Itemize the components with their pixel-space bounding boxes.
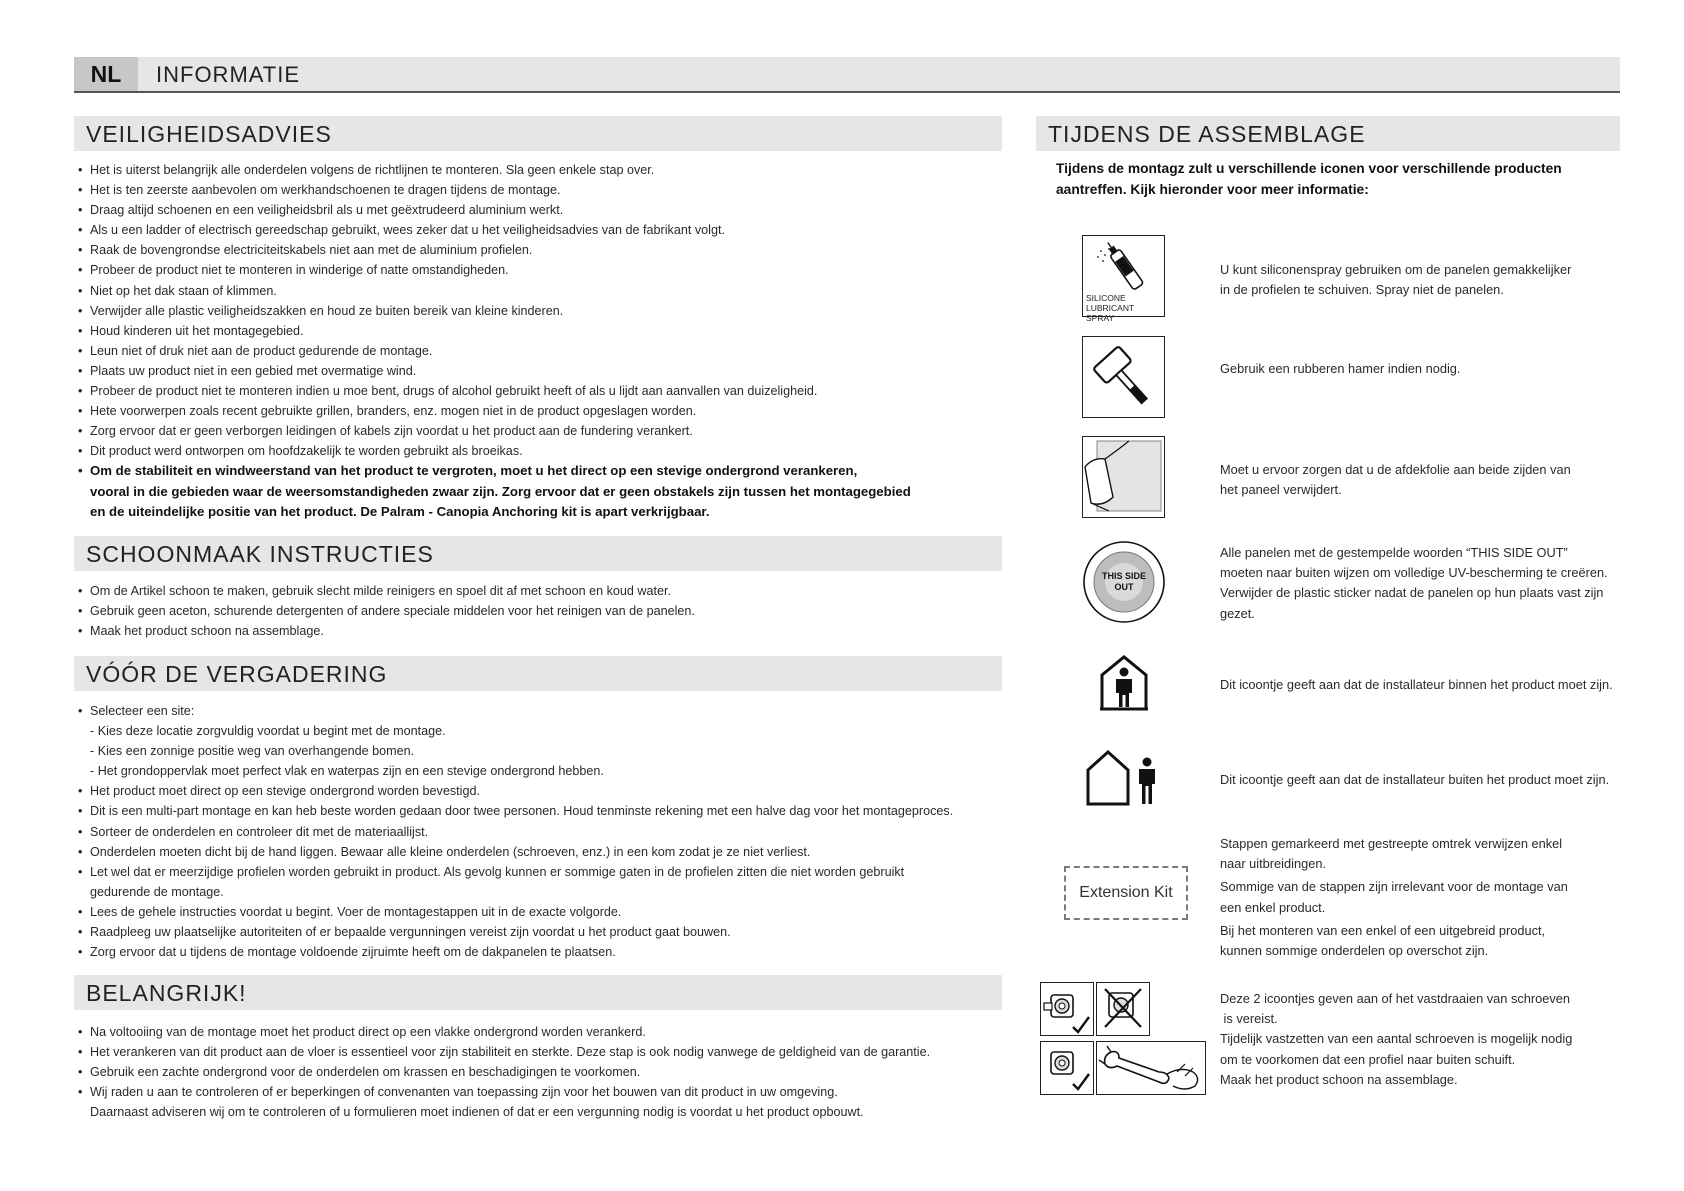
- list-item: • Dit is een multi-part montage en kan heb beste worden gedaan door twee personen. Houd tenminste rekening met een halve dag voor het montageproces.: [76, 801, 953, 821]
- anchoring-note-line: vooral in die gebieden waar de weersomstandigheden zwaar zijn. Zorg ervoor dat er geen obstakels zijn tussen het montagegebied: [90, 483, 911, 499]
- section-title-assemblage: TIJDENS DE ASSEMBLAGE: [1036, 116, 1620, 151]
- list-item: • Lees de gehele instructies voordat u begint. Voer de montagestappen uit in de exacte volgorde.: [76, 902, 953, 922]
- description-line: Deze 2 icoontjes geven aan of het vastdraaien van schroeven: [1220, 991, 1571, 1006]
- screws-description: [1220, 989, 1620, 1090]
- installer-inside-icon: [1098, 655, 1150, 711]
- intro-line: Tijdens de montagz zult u verschillende iconen voor verschillende producten: [1056, 161, 1562, 176]
- list-item: • Zorg ervoor dat u tijdens de montage voldoende zijruimte heeft om de dakpanelen te plaatsen.: [76, 942, 953, 962]
- list-item: • Het product moet direct op een stevige ondergrond worden bevestigd.: [76, 781, 953, 801]
- list-subitem: - Het grondoppervlak moet perfect vlak en waterpas zijn en een stevige ondergrond hebben.: [90, 764, 604, 779]
- spray-description: [1220, 260, 1620, 300]
- screw-tighten-icon: [1040, 982, 1094, 1036]
- outside-description: [1220, 770, 1620, 790]
- description-line: het paneel verwijdert.: [1220, 482, 1342, 498]
- wrench-icon: [1096, 1041, 1206, 1095]
- list-item-continuation: gedurende de montage.: [90, 884, 224, 899]
- list-subitem: - Kies een zonnige positie weg van overhangende bomen.: [90, 744, 415, 759]
- this-side-out-label: OUT: [1114, 582, 1134, 592]
- this-side-out-icon: [1082, 540, 1166, 624]
- list-item: • Leun niet of druk niet aan de product gedurende de montage.: [76, 341, 911, 361]
- section-title-veiligheid: VEILIGHEIDSADVIES: [74, 116, 1002, 151]
- list-item: • Na voltooiing van de montage moet het product direct op een vlakke ondergrond worden verankerd.: [76, 1022, 930, 1042]
- remove-foil-icon: [1082, 436, 1165, 518]
- description-line: Bij het monteren van een enkel of een uitgebreid product,: [1220, 922, 1546, 938]
- description-line: naar uitbreidingen.: [1220, 856, 1327, 872]
- description-line: Alle panelen met de gestempelde woorden “THIS SIDE OUT”: [1220, 545, 1568, 560]
- description-line: Gebruik een rubberen hamer indien nodig.: [1220, 361, 1461, 376]
- description-line: moeten naar buiten wijzen om volledige UV-bescherming te creëren.: [1220, 565, 1608, 581]
- list-item: • Houd kinderen uit het montagegebied.: [76, 321, 911, 341]
- hammer-description: [1220, 359, 1620, 379]
- silicone-label: LUBRICANT SPRAY: [1086, 303, 1135, 323]
- list-item: • Niet op het dak staan of klimmen.: [76, 281, 911, 301]
- list-item: • Selecteer een site:: [76, 701, 953, 721]
- list-item: • Raak de bovengrondse electriciteitskabels niet aan met de aluminium profielen.: [76, 240, 911, 260]
- description-line: Maak het product schoon na assemblage.: [1220, 1071, 1458, 1087]
- belangrijk-list: [76, 1022, 930, 1122]
- description-line: een enkel product.: [1220, 899, 1326, 915]
- side-out-description: [1220, 543, 1620, 624]
- list-item: • Gebruik een zachte ondergrond voor de onderdelen om krassen en beschadigingen te voorkomen.: [76, 1062, 930, 1082]
- list-item: • Zorg ervoor dat er geen verborgen leidingen of kabels zijn voordat u het product aan de fundering verankert.: [76, 421, 911, 441]
- list-item: • Dit product werd ontworpen om hoofdzakelijk te worden gebruikt als broeikas.: [76, 441, 911, 461]
- list-item: • Maak het product schoon na assemblage.: [76, 621, 695, 641]
- silicone-spray-icon: [1082, 235, 1165, 323]
- description-line: is vereist.: [1220, 1011, 1278, 1027]
- description-line: Tijdelijk vastzetten van een aantal schroeven is mogelijk nodig: [1220, 1031, 1573, 1047]
- description-line: in de profielen te schuiven. Spray niet de panelen.: [1220, 282, 1504, 298]
- assemblage-intro: [1056, 159, 1586, 200]
- description-line: om te voorkomen dat een profiel naar buiten schuift.: [1220, 1051, 1516, 1067]
- description-line: Sommige van de stappen zijn irrelevant voor de montage van: [1220, 879, 1568, 895]
- list-item: • Probeer de product niet te monteren indien u moe bent, drugs of alcohol gebruikt heeft of als u lijdt aan aanvallen van duizeligheid.: [76, 381, 911, 401]
- list-item: • Wij raden u aan te controleren of er beperkingen of convenanten van toepassing zijn voor het bouwen van dit product in uw omgeving.: [76, 1082, 930, 1102]
- extension-kit-badge: Extension Kit: [1064, 866, 1188, 920]
- installer-outside-icon: [1084, 748, 1164, 806]
- list-item: • Om de Artikel schoon te maken, gebruik slecht milde reinigers en spoel dit af met schoon en koud water.: [76, 581, 695, 601]
- section-title-vergadering: VÓÓR DE VERGADERING: [74, 656, 1002, 691]
- page-header: [74, 57, 1620, 93]
- this-side-out-label: THIS SIDE: [1101, 571, 1146, 581]
- anchoring-note-line: • Om de stabiliteit en windweerstand van het product te vergroten, moet u het direct op een stevige ondergrond verankeren,: [76, 461, 911, 481]
- page-title: INFORMATIE: [156, 62, 301, 87]
- rubber-hammer-icon: [1082, 336, 1165, 418]
- extension-description: [1220, 834, 1620, 961]
- list-item: • Hete voorwerpen zoals recent gebruikte grillen, branders, enz. mogen niet in de product opgeslagen worden.: [76, 401, 911, 421]
- list-item: • Het is ten zeerste aanbevolen om werkhandschoenen te dragen tijdens de montage.: [76, 180, 911, 200]
- screw-do-not-tighten-icon: [1096, 982, 1150, 1036]
- list-item: • Als u een ladder of electrisch gereedschap gebruikt, wees zeker dat u het veiligheidsadvies van de fabrikant volgt.: [76, 220, 911, 240]
- list-item: • Het is uiterst belangrijk alle onderdelen volgens de richtlijnen te monteren. Sla geen enkele stap over.: [76, 160, 911, 180]
- list-item: • Gebruik geen aceton, schurende detergenten of andere speciale middelen voor het reinigen van de panelen.: [76, 601, 695, 621]
- veiligheid-list: [76, 160, 911, 522]
- silicone-label: SILICONE: [1086, 293, 1126, 303]
- description-line: Moet u ervoor zorgen dat u de afdekfolie aan beide zijden van: [1220, 462, 1571, 477]
- list-item: • Probeer de product niet te monteren in winderige of natte omstandigheden.: [76, 260, 911, 280]
- list-item: • Raadpleeg uw plaatselijke autoriteiten of er bepaalde vergunningen vereist zijn voordat u het product gaat bouwen.: [76, 922, 953, 942]
- description-line: U kunt siliconenspray gebruiken om de panelen gemakkelijker: [1220, 262, 1572, 277]
- list-item: • Sorteer de onderdelen en controleer dit met de materiaallijst.: [76, 822, 953, 842]
- inside-description: [1220, 675, 1620, 695]
- description-line: kunnen sommige onderdelen op overschot zijn.: [1220, 943, 1489, 959]
- description-line: Dit icoontje geeft aan dat de installateur buiten het product moet zijn.: [1220, 772, 1610, 787]
- list-item-continuation: Daarnaast adviseren wij om te controleren of u formulieren moet indienen of dat er een vergunning nodig is voordat u het product opbouwt.: [90, 1105, 864, 1120]
- screw-temporary-icon: [1040, 1041, 1094, 1095]
- schoonmaak-list: [76, 581, 695, 641]
- list-item: • Plaats uw product niet in een gebied met overmatige wind.: [76, 361, 911, 381]
- description-line: gezet.: [1220, 605, 1255, 621]
- description-line: Dit icoontje geeft aan dat de installateur binnen het product moet zijn.: [1220, 677, 1613, 692]
- language-badge: NL: [74, 57, 138, 91]
- list-item: • Let wel dat er meerzijdige profielen worden gebruikt in product. Als gevolg kunnen er sommige gaten in de profielen zitten die niet worden gebruikt: [76, 862, 953, 882]
- intro-line: aantreffen. Kijk hieronder voor meer informatie:: [1056, 181, 1369, 197]
- section-title-schoonmaak: SCHOONMAAK INSTRUCTIES: [74, 536, 1002, 571]
- anchoring-note-line: en de uiteindelijke positie van het product. De Palram - Canopia Anchoring kit is apart verkrijgbaar.: [90, 503, 710, 519]
- foil-description: [1220, 460, 1620, 500]
- section-title-belangrijk: BELANGRIJK!: [74, 975, 1002, 1010]
- vergadering-list: [76, 701, 953, 962]
- list-item: • Onderdelen moeten dicht bij de hand liggen. Bewaar alle kleine onderdelen (schroeven, enz.) in een kom zodat je ze niet verliest.: [76, 842, 953, 862]
- list-item: • Het verankeren van dit product aan de vloer is essentieel voor zijn stabiliteit en sterkte. Deze stap is ook nodig vanwege de geldigheid van de garantie.: [76, 1042, 930, 1062]
- list-item: • Draag altijd schoenen en een veiligheidsbril als u met geëxtrudeerd aluminium werkt.: [76, 200, 911, 220]
- description-line: Stappen gemarkeerd met gestreepte omtrek verwijzen enkel: [1220, 836, 1563, 851]
- list-subitem: - Kies deze locatie zorgvuldig voordat u begint met de montage.: [90, 724, 446, 739]
- description-line: Verwijder de plastic sticker nadat de panelen op hun plaats vast zijn: [1220, 585, 1604, 601]
- list-item: • Verwijder alle plastic veiligheidszakken en houd ze buiten bereik van kleine kinderen.: [76, 301, 911, 321]
